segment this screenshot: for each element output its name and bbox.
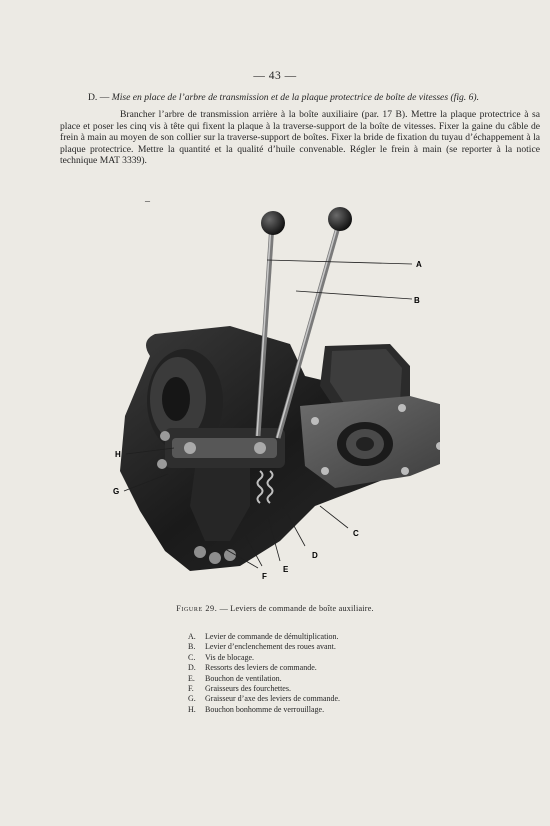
legend-text: Levier de commande de démultiplication. [205,632,339,641]
figure-caption-text: — Leviers de commande de boîte auxiliaire. [219,604,374,613]
legend-key: A. [188,632,196,641]
legend-item [188,694,448,704]
legend-text: Graisseurs des fourchettes. [205,684,291,694]
callout-b: B [414,296,420,305]
legend-key: D. [188,663,196,673]
legend-item [188,632,448,642]
callout-c: C [353,529,359,538]
legend-item [188,653,448,663]
legend-item [188,684,448,694]
section-letter: D. — [88,92,110,103]
section-title: Mise en place de l’arbre de transmission et de la plaque protectrice de boîte de vitesses (fig. 6). [111,92,479,103]
page-number: — 43 — [253,70,297,82]
gearbox-illustration [110,206,440,601]
legend-key: C. [188,652,196,662]
legend-text: Ressorts des leviers de commande. [205,663,317,673]
figure-legend [188,632,448,715]
section-d [60,92,540,166]
legend-key: F. [188,684,194,694]
legend-text: Levier d’enclenchement des roues avant. [205,642,336,652]
legend-item [188,674,448,684]
figure-caption [0,604,550,613]
legend-item [188,663,448,673]
section-heading [60,92,540,103]
callout-e: E [283,565,289,574]
legend-item [188,642,448,652]
flange-plate [300,396,440,488]
callout-h: H [115,450,121,459]
figure-29-photo [110,206,440,601]
legend-key: B. [188,642,196,652]
legend-text: Graisseur d’axe des leviers de commande. [205,694,341,704]
legend-text: Vis de blocage. [205,652,255,662]
legend-key: G. [188,694,196,704]
dash-mark: – [145,196,150,207]
legend-key: H. [188,704,196,714]
callout-d: D [312,551,318,560]
figure-label: Figure 29. [176,604,218,613]
legend-text: Bouchon bonhomme de verrouillage. [205,704,325,714]
callout-f: F [262,572,267,581]
section-body: Brancher l’arbre de transmission arrière à la boîte auxiliaire (par. 17 B). Mettre la plaque protectrice à sa place et poser les cinq vis à tête qui fixent la plaque à la traverse-support de la boîte de vitesses. Fixer la gaine du câble de frein à main au moyen de son collier sur la traverse-support de boîtes. Fixer la bride de fixation du tuyau d’échappement à la plaque protectrice. Mettre la quantité et la qualité d’huile convenable. Régler le frein à main (se reporter à la notice technique MAT 3339). [60,109,540,167]
legend-item [188,705,448,715]
legend-text: Bouchon de ventilation. [205,673,282,683]
callout-g: G [113,487,120,496]
legend-key: E. [188,673,195,683]
callout-a: A [416,260,422,269]
